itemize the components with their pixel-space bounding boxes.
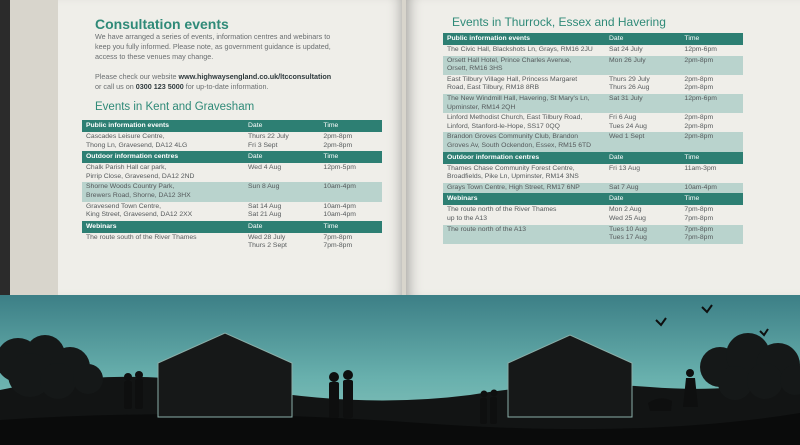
date-line: Wed 1 Sept: [609, 133, 645, 141]
date-cell: [605, 56, 680, 75]
phone-prefix: or call us on: [95, 82, 134, 91]
date-column-header: Date: [605, 193, 680, 205]
table-row: [82, 182, 382, 201]
time-cell: [680, 75, 743, 94]
venue-cell: [443, 94, 605, 113]
loc-line: The route north of the River Thames: [447, 206, 557, 214]
table-row: [443, 164, 743, 183]
venue-cell: [443, 205, 605, 224]
loc-line: Broadfields, Pike Ln, Upminster, RM14 3NS: [447, 173, 579, 181]
loc-line: Groves Av, South Ockendon, Essex, RM15 6TD: [447, 141, 592, 149]
venue-cell: [443, 164, 605, 183]
time-cell: [319, 202, 382, 221]
loc-line: Orsett, RM16 3HS: [447, 65, 503, 73]
loc-line: Pirrip Close, Gravesend, DA12 2ND: [86, 172, 195, 180]
section-header-label: Webinars: [82, 221, 244, 233]
table-section-header: [82, 151, 382, 163]
venue-cell: [82, 202, 244, 221]
date-line: Sat 24 July: [609, 46, 643, 53]
time-column-header: Time: [319, 120, 382, 132]
table-section-header: [443, 152, 743, 164]
date-cell: [244, 182, 319, 201]
date-line: Wed 25 Aug: [609, 214, 646, 222]
website-prefix: Please check our website: [95, 72, 177, 81]
table-section-header: [443, 193, 743, 205]
date-cell: [605, 225, 680, 244]
table-row: [443, 183, 743, 194]
time-column-header: Time: [680, 152, 743, 164]
loc-line: Brandon Groves Community Club, Brandon: [447, 133, 579, 141]
date-line: Tues 24 Aug: [609, 122, 647, 130]
date-line: Sat 7 Aug: [609, 183, 639, 191]
time-line: 2pm-8pm: [684, 133, 714, 141]
date-cell: [244, 202, 319, 221]
time-line: 7pm-8pm: [684, 234, 714, 242]
phone-suffix: for up-to-date information.: [185, 82, 269, 91]
table-row: [443, 132, 743, 151]
table-row: [443, 45, 743, 56]
table-row: [443, 56, 743, 75]
venue-cell: [443, 45, 605, 56]
loc-line: Cascades Leisure Centre,: [86, 133, 165, 140]
time-line: 12pm-5pm: [323, 164, 356, 172]
loc-line: Thong Ln, Gravesend, DA12 4LG: [86, 141, 188, 149]
venue-cell: [443, 56, 605, 75]
loc-line: The route north of the A13: [447, 225, 526, 233]
time-column-header: Time: [319, 151, 382, 163]
time-cell: [680, 113, 743, 132]
time-cell: [680, 45, 743, 56]
loc-line: Orsett Hall Hotel, Prince Charles Avenue,: [447, 56, 572, 64]
date-line: Tues 10 Aug: [609, 225, 647, 233]
date-line: Fri 13 Aug: [609, 164, 640, 172]
section-header-label: Webinars: [443, 193, 605, 205]
date-line: Thurs 26 Aug: [609, 84, 650, 92]
date-column-header: Date: [244, 151, 319, 163]
venue-cell: [443, 132, 605, 151]
loc-line: The route south of the River Thames: [86, 233, 197, 241]
time-line: 7pm-8pm: [323, 233, 353, 241]
time-line: 10am-4pm: [323, 211, 356, 219]
date-line: Thurs 2 Sept: [248, 242, 287, 250]
date-line: Mon 2 Aug: [609, 206, 642, 214]
time-line: 7pm-8pm: [684, 206, 714, 214]
venue-cell: [443, 113, 605, 132]
venue-cell: [82, 132, 244, 151]
time-cell: [680, 205, 743, 224]
left-page: [58, 0, 402, 295]
table-row: [82, 132, 382, 151]
date-line: Thurs 29 July: [609, 75, 650, 83]
kent-section-title: Events in Kent and Gravesham: [95, 101, 255, 113]
venue-cell: [82, 182, 244, 201]
table-row: [443, 225, 743, 244]
table-row: [82, 233, 382, 252]
table-row: [443, 113, 743, 132]
loc-line: The Civic Hall, Blackshots Ln, Grays, RM16 2JU: [447, 46, 593, 53]
kent-events-table: [82, 120, 382, 252]
time-column-header: Time: [680, 193, 743, 205]
time-line: 2pm-8pm: [684, 84, 714, 92]
time-line: 2pm-8pm: [684, 122, 714, 130]
table-row: [82, 202, 382, 221]
date-line: Wed 4 Aug: [248, 164, 282, 172]
time-cell: [319, 182, 382, 201]
table-section-header: [82, 120, 382, 132]
date-cell: [605, 94, 680, 113]
time-cell: [680, 132, 743, 151]
time-cell: [319, 163, 382, 182]
time-line: 7pm-8pm: [684, 214, 714, 222]
date-column-header: Date: [244, 221, 319, 233]
time-line: 2pm-8pm: [323, 133, 353, 140]
date-line: Fri 6 Aug: [609, 114, 637, 122]
intro-line: keep you fully informed. Please note, as government guidance is updated,: [95, 42, 331, 51]
table-row: [443, 75, 743, 94]
loc-line: Gravesend Town Centre,: [86, 202, 162, 210]
time-line: 11am-3pm: [684, 164, 717, 172]
date-line: Mon 26 July: [609, 56, 646, 64]
time-line: 12pm-6pm: [684, 46, 717, 53]
time-cell: [680, 56, 743, 75]
time-line: 2pm-8pm: [684, 56, 714, 64]
intro-text: [95, 32, 331, 62]
loc-line: Grays Town Centre, High Street, RM17 6NP: [447, 183, 580, 191]
loc-line: Linford, Stanford-le-Hope, SS17 0QQ: [447, 122, 560, 130]
date-cell: [605, 164, 680, 183]
section-header-label: Public information events: [82, 120, 244, 132]
time-cell: [680, 183, 743, 194]
time-cell: [680, 94, 743, 113]
venue-cell: [443, 183, 605, 194]
phone-number: 0300 123 5000: [135, 82, 184, 91]
loc-line: Shorne Woods Country Park,: [86, 183, 175, 191]
intro-line: We have arranged a series of events, information centres and webinars to: [95, 32, 331, 41]
table-section-header: [82, 221, 382, 233]
thurrock-section-title: Events in Thurrock, Essex and Havering: [452, 15, 666, 29]
time-line: 2pm-8pm: [684, 114, 714, 122]
venue-cell: [82, 233, 244, 252]
date-cell: [605, 113, 680, 132]
venue-cell: [443, 75, 605, 94]
date-column-header: Date: [605, 152, 680, 164]
section-header-label: Outdoor information centres: [443, 152, 605, 164]
landscape-banner: [0, 295, 800, 445]
loc-line: Chalk Parish Hall car park,: [86, 164, 167, 172]
time-line: 2pm-8pm: [684, 75, 714, 83]
venue-cell: [443, 225, 605, 244]
date-column-header: Date: [244, 120, 319, 132]
time-cell: [680, 164, 743, 183]
date-cell: [244, 233, 319, 252]
consultation-events-title: Consultation events: [95, 16, 229, 32]
date-line: Sat 14 Aug: [248, 202, 282, 210]
date-line: Wed 28 July: [248, 233, 286, 241]
loc-line: East Tilbury Village Hall, Princess Margaret: [447, 75, 578, 83]
date-line: Tues 17 Aug: [609, 234, 647, 242]
booklet-spread: [10, 0, 800, 295]
date-cell: [605, 132, 680, 151]
time-line: 10am-4pm: [684, 183, 717, 191]
table-row: [82, 163, 382, 182]
date-cell: [244, 132, 319, 151]
date-cell: [605, 45, 680, 56]
loc-line: The New Windmill Hall, Havering, St Mary's Ln,: [447, 94, 590, 102]
date-line: Thurs 22 July: [248, 133, 289, 140]
date-column-header: Date: [605, 33, 680, 45]
time-cell: [319, 132, 382, 151]
time-line: 10am-4pm: [323, 202, 356, 210]
loc-line: Linford Methodist Church, East Tilbury Road,: [447, 114, 583, 122]
loc-line: Brewers Road, Shorne, DA12 3HX: [86, 191, 191, 199]
section-header-label: Outdoor information centres: [82, 151, 244, 163]
time-column-header: Time: [319, 221, 382, 233]
thurrock-events-table: [443, 33, 743, 244]
table-row: [443, 205, 743, 224]
time-cell: [319, 233, 382, 252]
time-line: 10am-4pm: [323, 183, 356, 191]
loc-line: King Street, Gravesend, DA12 2XX: [86, 211, 193, 219]
date-line: Sat 21 Aug: [248, 211, 282, 219]
section-header-label: Public information events: [443, 33, 605, 45]
date-cell: [244, 163, 319, 182]
contact-text: [95, 72, 331, 92]
time-column-header: Time: [680, 33, 743, 45]
loc-line: Upminster, RM14 2QH: [447, 103, 516, 111]
time-line: 12pm-6pm: [684, 94, 717, 102]
date-line: Fri 3 Sept: [248, 141, 278, 149]
intro-line: access to these venues may change.: [95, 52, 214, 61]
date-line: Sat 31 July: [609, 94, 643, 102]
loc-line: up to the A13: [447, 214, 488, 222]
loc-line: Thames Chase Community Forest Centre,: [447, 164, 575, 172]
time-cell: [680, 225, 743, 244]
date-cell: [605, 183, 680, 194]
loc-line: Road, East Tilbury, RM18 8RB: [447, 84, 540, 92]
table-row: [443, 94, 743, 113]
time-line: 7pm-8pm: [323, 242, 353, 250]
right-page: [406, 0, 800, 295]
date-line: Sun 8 Aug: [248, 183, 280, 191]
time-line: 7pm-8pm: [684, 225, 714, 233]
website-link[interactable]: www.highwaysengland.co.uk/ltcconsultation: [178, 72, 332, 81]
venue-cell: [82, 163, 244, 182]
table-section-header: [443, 33, 743, 45]
date-cell: [605, 205, 680, 224]
landscape-illustration: [0, 295, 800, 445]
date-cell: [605, 75, 680, 94]
time-line: 2pm-8pm: [323, 141, 353, 149]
